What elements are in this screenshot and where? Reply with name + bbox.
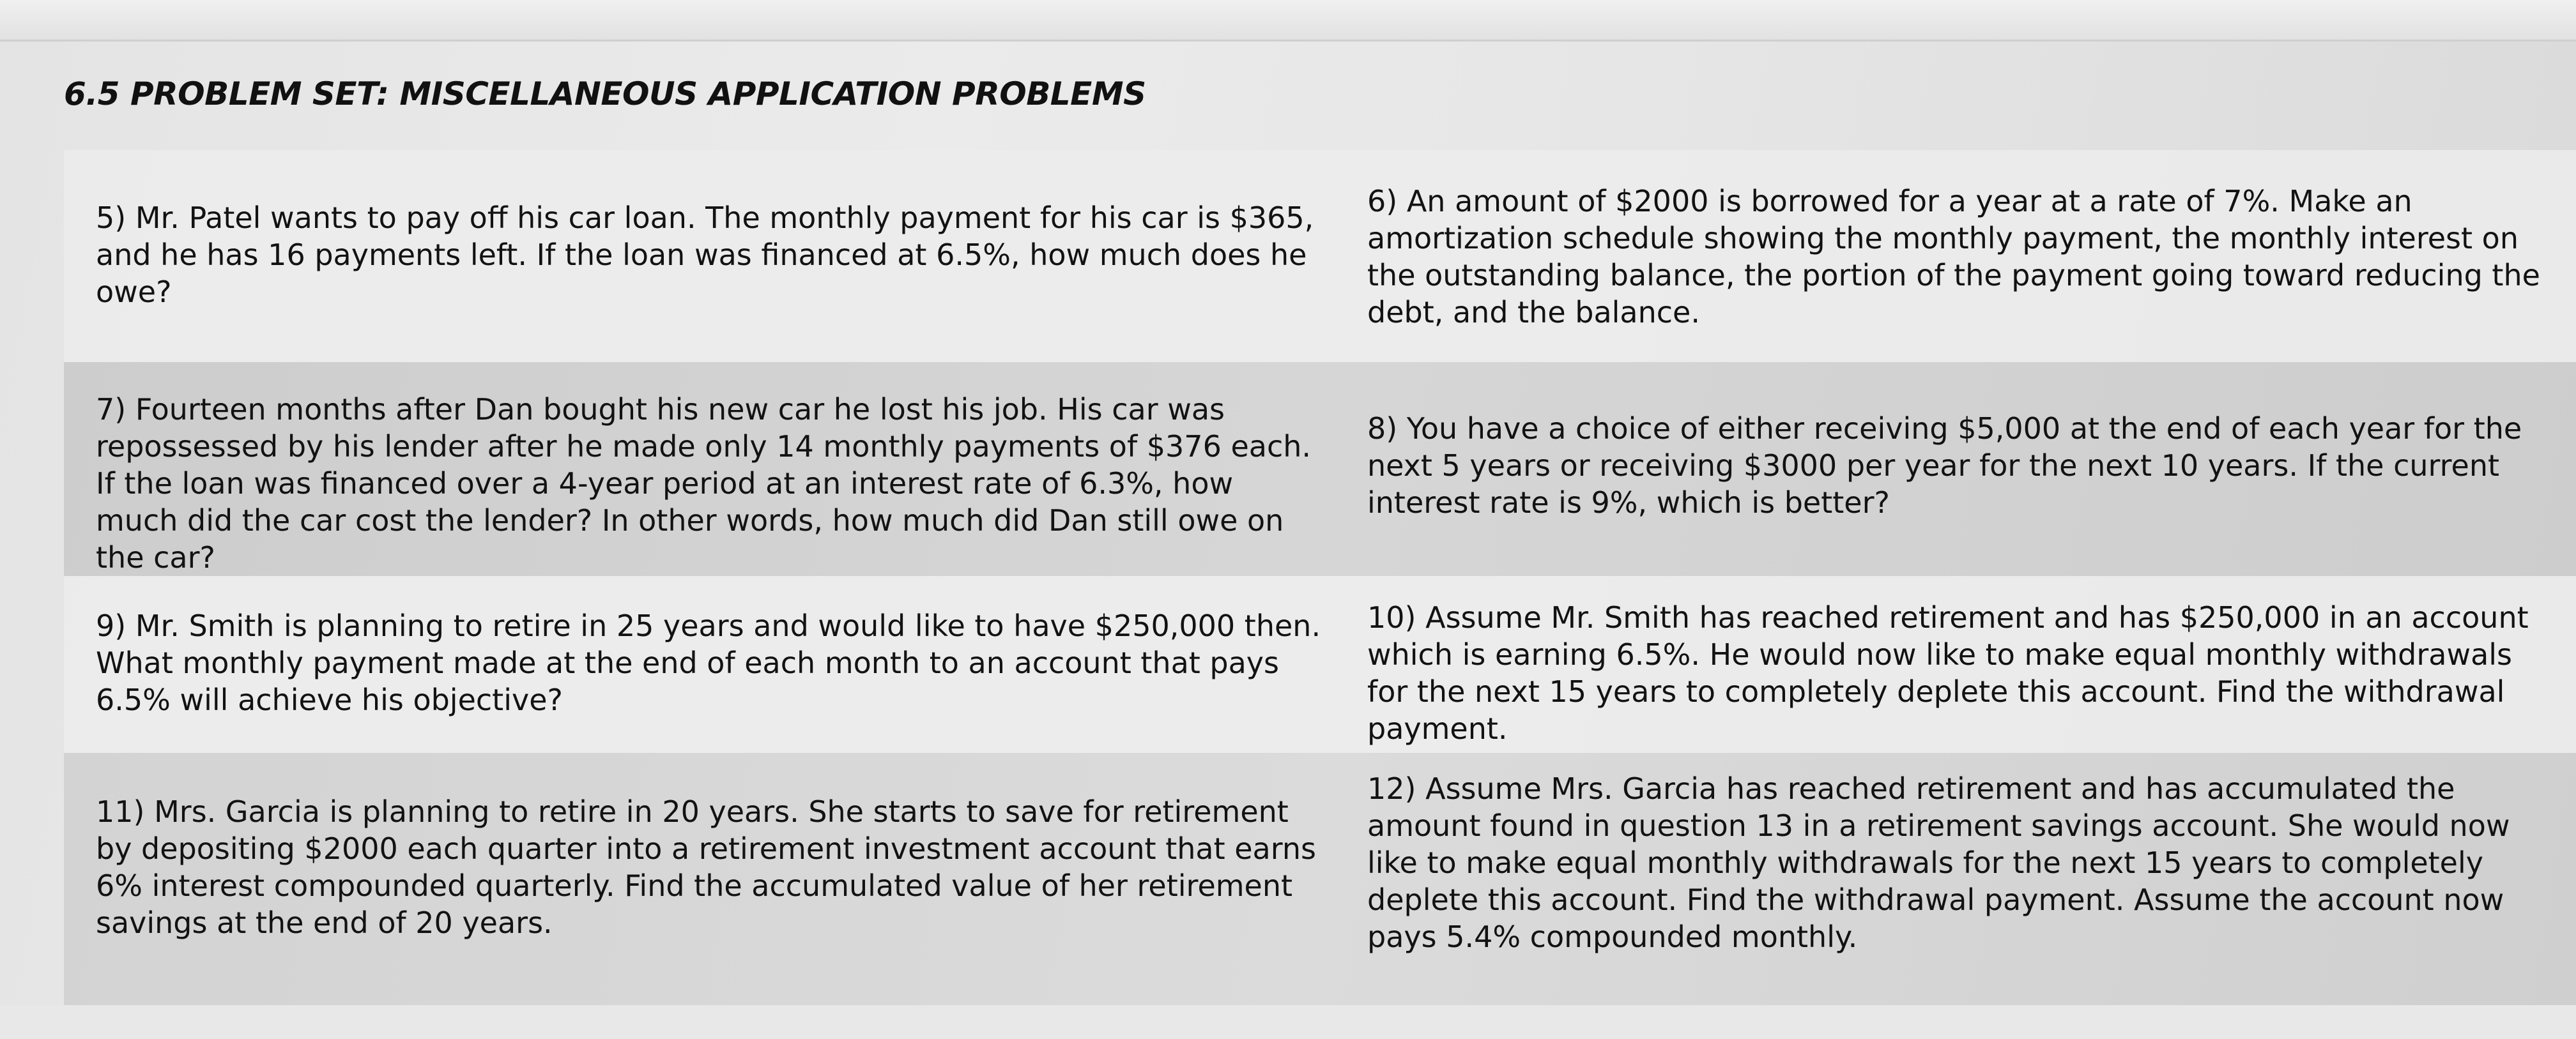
cut-off-previous-section [0, 0, 2576, 42]
problem-7: 7) Fourteen months after Dan bought his new car he lost his job. His car was repossessed by his lender after he made only 14 monthly payments of $376 each. If the loan was financed over a 4-year period at an interest rate of 6.3%, how much did the car cost the lender? In other words, how much did Dan still owe on the car? [96, 392, 1312, 575]
problem-5: 5) Mr. Patel wants to pay off his car loan. The monthly payment for his car is $365, and he has 16 payments left. If the loan was financed at 6.5%, how much does he owe? [96, 201, 1314, 309]
problem-12: 12) Assume Mrs. Garcia has reached retirement and has accumulated the amount found in question 13 in a retirement savings account. She would now like to make equal monthly withdrawals for the next 15 years to completely deplete this account. Find the withdrawal payment. Assume the account now pays 5.4% compounded monthly. [1367, 771, 2510, 954]
problem-10: 10) Assume Mr. Smith has reached retirement and has $250,000 in an account which is earning 6.5%. He would now like to make equal monthly withdrawals for the next 15 years to completely deplete this account. Find the withdrawal payment. [1367, 600, 2529, 746]
page-bottom [0, 1005, 2576, 1039]
problem-8: 8) You have a choice of either receiving $5,000 at the end of each year for the next 5 years or receiving $3000 per year for the next 10 years. If the current interest rate is 9%, which is better? [1367, 411, 2522, 520]
section-heading: 6.5 PROBLEM SET: MISCELLANEOUS APPLICATION PROBLEMS [64, 75, 1146, 112]
problem-11: 11) Mrs. Garcia is planning to retire in 20 years. She starts to save for retirement by depositing $2000 each quarter into a retirement investment account that earns 6% interest compounded quarterly. Find the accumulated value of her retirement savings at the end of 20 years. [96, 794, 1316, 940]
problem-9: 9) Mr. Smith is planning to retire in 25 years and would like to have $250,000 then. What monthly payment made at the end of each month to an account that pays 6.5% will achieve his objective? [96, 609, 1321, 717]
problem-6: 6) An amount of $2000 is borrowed for a year at a rate of 7%. Make an amortization schedule showing the monthly payment, the monthly interest on the outstanding balance, the portion of the payment going toward reducing the debt, and the balance. [1367, 184, 2540, 330]
